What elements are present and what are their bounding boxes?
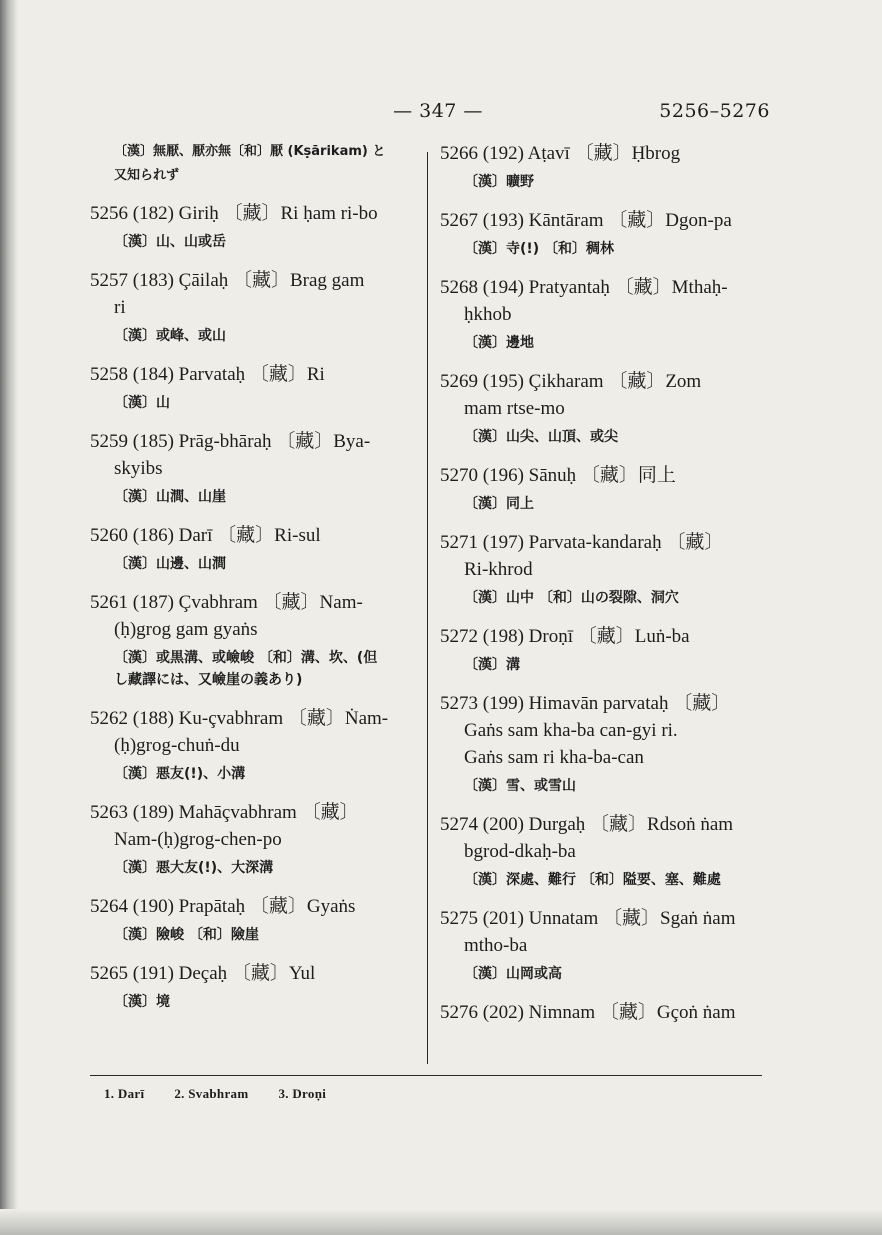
entry-continuation: Nam-(ḥ)grog-chen-po	[114, 829, 282, 850]
entry-gloss: 〔漢〕險峻 〔和〕險崖	[114, 927, 259, 943]
dictionary-entry	[90, 267, 420, 347]
entry-headword: 5274 (200) Durgaḥ 〔藏〕Rdsoṅ ṅam	[440, 814, 734, 835]
scan-bottom-shadow	[0, 1209, 882, 1235]
dictionary-entry	[440, 529, 770, 609]
entry-gloss: 〔漢〕山岡或高	[464, 966, 562, 982]
dictionary-entry	[440, 623, 770, 676]
entry-continuation: mam rtse-mo	[464, 398, 565, 419]
entry-continuation: Gaṅs sam ri kha-ba-can	[464, 747, 644, 768]
dictionary-entry	[440, 811, 770, 891]
entry-headword: 5264 (190) Prapātaḥ 〔藏〕Gyaṅs	[90, 896, 356, 917]
entry-headword: 5273 (199) Himavān parvataḥ 〔藏〕	[440, 693, 731, 714]
entry-headword: 5267 (193) Kāntāram 〔藏〕Dgon-pa	[440, 210, 732, 231]
right-column	[440, 140, 770, 1040]
entry-continuation: (ḥ)grog gam gyaṅs	[114, 619, 258, 640]
dictionary-entry	[90, 960, 420, 1013]
entry-headword: 5257 (183) Çāilaḥ 〔藏〕Brag gam	[90, 270, 365, 291]
entry-headword: 5263 (189) Mahāçvabhram 〔藏〕	[90, 802, 359, 823]
entry-continuation: Ri-khrod	[464, 559, 533, 580]
entry-gloss: 〔漢〕山、山或岳	[114, 234, 226, 250]
dictionary-entry	[440, 905, 770, 985]
dictionary-entry	[90, 361, 420, 414]
dictionary-entry	[90, 200, 420, 253]
entry-gloss: 〔漢〕山邊、山澗	[114, 556, 226, 572]
entry-headword: 5262 (188) Ku-çvabhram 〔藏〕Ṅam-	[90, 708, 389, 729]
dictionary-entry	[90, 428, 420, 508]
entry-headword: 5258 (184) Parvataḥ 〔藏〕Ri	[90, 364, 325, 385]
entry-continuation: Gaṅs sam kha-ba can-gyi ri.	[464, 720, 678, 741]
dictionary-entry	[440, 140, 770, 193]
footnotes	[104, 1086, 356, 1102]
entry-headword: 5268 (194) Pratyantaḥ 〔藏〕Mthaḥ-	[440, 277, 728, 298]
column-divider	[427, 152, 428, 1064]
entry-range: 5256–5276	[659, 100, 770, 122]
scan-edge-shadow	[0, 0, 18, 1235]
entry-continuation: ri	[114, 297, 126, 318]
dictionary-entry	[90, 893, 420, 946]
dictionary-entry	[90, 799, 420, 879]
entry-gloss: 〔漢〕山	[114, 395, 170, 411]
left-column	[90, 140, 420, 1027]
entry-continuation: ḥkhob	[464, 304, 512, 325]
entry-gloss: 〔漢〕境	[114, 994, 170, 1010]
entry-gloss: 〔漢〕悪大友(!)、大深溝	[114, 860, 274, 876]
continued-gloss-line: 又知られず	[114, 168, 180, 183]
entry-headword: 5260 (186) Darī 〔藏〕Ri-sul	[90, 525, 321, 546]
continued-gloss-line: 〔漢〕無厭、厭亦無〔和〕厭 (Kṣārikam) と	[114, 144, 386, 159]
entry-gloss: 〔漢〕溝	[464, 657, 520, 673]
entry-gloss: 〔漢〕或黒溝、或嶮峻 〔和〕溝、坎、(但	[114, 650, 378, 666]
entry-gloss: 〔漢〕山中 〔和〕山の裂隙、洞穴	[464, 590, 679, 606]
footnote-rule	[90, 1075, 762, 1076]
entry-headword: 5270 (196) Sānuḥ 〔藏〕同上	[440, 465, 676, 486]
entry-continuation: bgrod-dkaḥ-ba	[464, 841, 576, 862]
dictionary-entry	[90, 705, 420, 785]
footnote-item: 1. Darī	[104, 1086, 145, 1101]
entry-headword: 5261 (187) Çvabhram 〔藏〕Nam-	[90, 592, 363, 613]
footnote-item: 3. Droṇi	[278, 1086, 327, 1101]
entry-gloss: 〔漢〕同上	[464, 496, 534, 512]
entry-gloss: 〔漢〕邊地	[464, 335, 534, 351]
dictionary-entry	[440, 207, 770, 260]
entry-headword: 5272 (198) Droṇī 〔藏〕Luṅ-ba	[440, 626, 690, 647]
entry-headword: 5276 (202) Nimnam 〔藏〕Gçoṅ ṅam	[440, 1002, 736, 1023]
dictionary-entry	[440, 274, 770, 354]
entry-gloss: 〔漢〕悪友(!)、小溝	[114, 766, 246, 782]
entry-gloss: 〔漢〕曠野	[464, 174, 534, 190]
entry-gloss: 〔漢〕寺(!) 〔和〕稠林	[464, 241, 615, 257]
footnote-item: 2. Svabhram	[174, 1086, 249, 1101]
entry-gloss: し藏譯には、又嶮崖の義あり)	[114, 672, 303, 688]
entry-headword: 5271 (197) Parvata-kandaraḥ 〔藏〕	[440, 532, 724, 553]
page-number: — 347 —	[393, 100, 483, 122]
dictionary-entry	[440, 462, 770, 515]
dictionary-entry	[440, 999, 770, 1026]
entry-continuation: skyibs	[114, 458, 163, 479]
dictionary-entry	[90, 522, 420, 575]
entry-headword: 5275 (201) Unnatam 〔藏〕Sgaṅ ṅam	[440, 908, 736, 929]
entry-gloss: 〔漢〕深處、難行 〔和〕隘要、塞、難處	[464, 872, 721, 888]
entry-gloss: 〔漢〕或峰、或山	[114, 328, 226, 344]
dictionary-entry	[90, 589, 420, 691]
entry-gloss: 〔漢〕山尖、山頂、或尖	[464, 429, 618, 445]
entry-headword: 5259 (185) Prāg-bhāraḥ 〔藏〕Bya-	[90, 431, 371, 452]
entry-headword: 5256 (182) Giriḥ 〔藏〕Ri ḥam ri-bo	[90, 203, 378, 224]
entry-gloss: 〔漢〕雪、或雪山	[464, 778, 576, 794]
entry-continuation: (ḥ)grog-chuṅ-du	[114, 735, 240, 756]
entry-headword: 5265 (191) Deçaḥ 〔藏〕Yul	[90, 963, 316, 984]
dictionary-entry	[440, 368, 770, 448]
entry-headword: 5269 (195) Çikharam 〔藏〕Zom	[440, 371, 702, 392]
dictionary-entry	[440, 690, 770, 797]
entry-headword: 5266 (192) Aṭavī 〔藏〕Ḥbrog	[440, 143, 681, 164]
entry-gloss: 〔漢〕山澗、山崖	[114, 489, 226, 505]
entry-continuation: mtho-ba	[464, 935, 528, 956]
